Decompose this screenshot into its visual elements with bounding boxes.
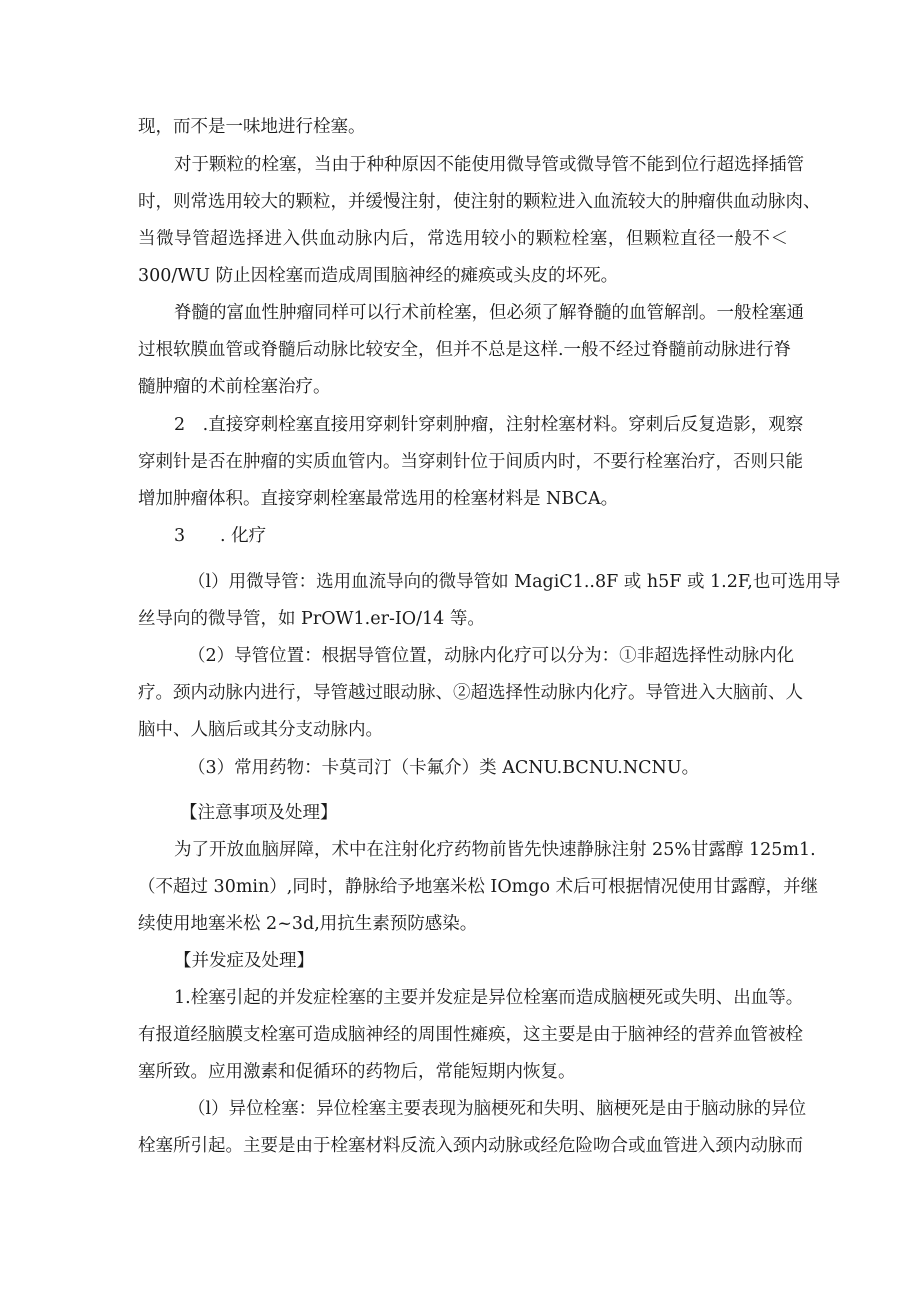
text-line: 现，而不是一味地进行栓塞。 <box>138 117 366 137</box>
text-line: 脊髓的富血性肿瘤同样可以行术前栓塞，但必须了解脊髓的血管解剖。一般栓塞通 <box>174 303 804 323</box>
section-title: . 化疗 <box>220 526 267 546</box>
text-line: 栓塞所引起。主要是由于栓塞材料反流入颈内动脉或经危险吻合或血管进入颈内动脉而 <box>138 1136 803 1156</box>
text-line: 对于颗粒的栓塞，当由于种种原因不能使用微导管或微导管不能到位行超选择插管 <box>174 155 804 175</box>
text-line: 增加肿瘤体积。直接穿刺栓塞最常选用的栓塞材料是 NBCA。 <box>138 489 619 509</box>
text-line: 脑中、人脑后或其分支动脉内。 <box>138 720 383 740</box>
text-line: （2）导管位置：根据导管位置，动脉内化疗可以分为：①非超选择性动脉内化 <box>188 646 795 666</box>
text-line: 髓肿瘤的术前栓塞治疗。 <box>138 377 331 397</box>
text-line: 塞所致。应用激素和促循环的药物后，常能短期内恢复。 <box>138 1062 576 1082</box>
text-line: 有报道经脑膜支栓塞可造成脑神经的周围性瘫痪，这主要是由于脑神经的营养血管被栓 <box>138 1025 803 1045</box>
text-line: 1.栓塞引起的并发症栓塞的主要并发症是异位栓塞而造成脑梗死或失明、出血等。 <box>174 988 804 1008</box>
text-line: （l）用微导管：选用血流导向的微导管如 MagiC1..8F 或 h5F 或 1.2F,也可选用导 <box>188 572 841 592</box>
text-line: 为了开放血脑屏障，术中在注射化疗药物前皆先快速静脉注射 25%甘露醇 125m1. <box>174 840 816 860</box>
section-number: 3 <box>174 526 186 546</box>
text-line: 当微导管超选择进入供血动脉内后，常选用较小的颗粒栓塞，但颗粒直径一般不＜ <box>138 229 788 249</box>
text-line: 丝导向的微导管，如 PrOW1.er-IO/14 等。 <box>138 609 485 629</box>
text-line: 续使用地塞米松 2~3d,用抗生素预防感染。 <box>138 914 478 934</box>
text-line: 穿刺针是否在肿瘤的实质血管内。当穿刺针位于间质内时，不要行栓塞治疗，否则只能 <box>138 452 803 472</box>
text-line: （不超过 30min）,同时，静脉给予地塞米松 IOmgo 术后可根据情况使用甘露醇，并继 <box>138 877 819 897</box>
text-line: 过根软膜血管或脊髓后动脉比较安全，但并不总是这样.一般不经过脊髓前动脉进行脊 <box>138 340 792 360</box>
text-line: （l）异位栓塞：异位栓塞主要表现为脑梗死和失明、脑梗死是由于脑动脉的异位 <box>188 1099 807 1119</box>
section-heading: 【并发症及处理】 <box>174 951 314 971</box>
section-heading: 【注意事项及处理】 <box>180 803 338 823</box>
text-line: 300/WU 防止因栓塞而造成周围脑神经的瘫痪或头皮的坏死。 <box>138 266 619 286</box>
text-line: （3）常用药物：卡莫司汀（卡氟介）类 ACNU.BCNU.NCNU。 <box>188 758 700 778</box>
text-line: 时，则常选用较大的颗粒，并缓慢注射，使注射的颗粒进入血流较大的肿瘤供血动脉肉、 <box>138 192 821 212</box>
text-line: 疗。颈内动脉内进行，导管越过眼动脉、②超选择性动脉内化疗。导管进入大脑前、人 <box>138 683 803 703</box>
text-line: 2 .直接穿刺栓塞直接用穿刺针穿刺肿瘤，注射栓塞材料。穿刺后反复造影，观察 <box>174 415 804 435</box>
